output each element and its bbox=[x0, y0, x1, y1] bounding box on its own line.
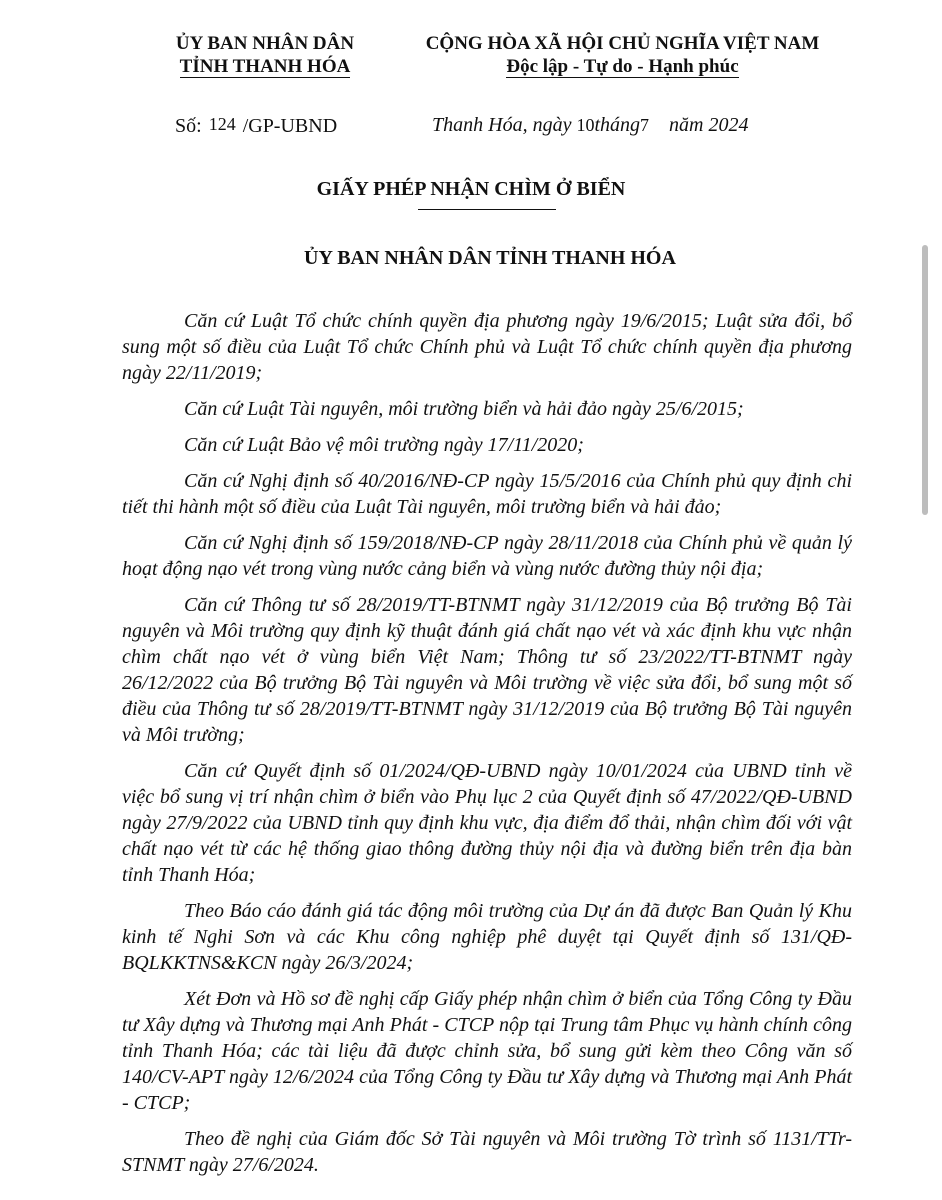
agency-header bbox=[150, 32, 380, 78]
legal-basis-paragraph: Căn cứ Luật Tổ chức chính quyền địa phương ngày 19/6/2015; Luật sửa đổi, bổ sung một số điều của Luật Tổ chức Chính phủ và Luật Tổ chức chính quyền địa phương ngày 22/11/2019; bbox=[122, 310, 852, 384]
date-place: Thanh Hóa, ngày bbox=[432, 114, 572, 136]
number-suffix: /GP-UBND bbox=[242, 115, 338, 137]
issuing-authority: ỦY BAN NHÂN DÂN TỈNH THANH HÓA bbox=[304, 247, 676, 269]
legal-basis-paragraph: Căn cứ Thông tư số 28/2019/TT-BTNMT ngày 31/12/2019 của Bộ trưởng Bộ Tài nguyên và Môi trường quy định kỹ thuật đánh giá chất nạo vét và xác định khu vực nhận chìm chất nạo vét ở vùng biển Việt Nam; Thông tư số 23/2022/TT-BTNMT ngày 26/12/2022 của Bộ trưởng Bộ Tài nguyên và Môi trường về việc sửa đổi, bổ sung một số điều của Thông tư số 28/2019/TT-BTNMT ngày 31/12/2019 của Bộ trưởng Bộ Tài nguyên và Môi trường; bbox=[122, 594, 852, 746]
legal-basis-paragraph: Căn cứ Luật Bảo vệ môi trường ngày 17/11/2020; bbox=[184, 434, 584, 456]
legal-basis-paragraph: Căn cứ Nghị định số 159/2018/NĐ-CP ngày 28/11/2018 của Chính phủ về quản lý hoạt động nạo vét trong vùng nước cảng biển và vùng nước đường thủy nội địa; bbox=[122, 532, 852, 580]
date-year: năm 2024 bbox=[669, 114, 749, 136]
province-name: TỈNH THANH HÓA bbox=[179, 56, 351, 77]
date-month-label: tháng bbox=[594, 114, 641, 136]
issue-date bbox=[432, 114, 748, 137]
title-divider bbox=[418, 209, 556, 210]
date-month: 7 bbox=[640, 115, 650, 135]
agency-name: ỦY BAN NHÂN DÂN bbox=[175, 33, 355, 54]
legal-basis-paragraph: Theo Báo cáo đánh giá tác động môi trường của Dự án đã được Ban Quản lý Khu kinh tế Nghi Sơn và các Khu công nghiệp phê duyệt tại Quyết định số 131/QĐ-BQLKKTNS&KCN ngày 26/3/2024; bbox=[122, 900, 852, 974]
legal-basis-paragraph: Theo đề nghị của Giám đốc Sở Tài nguyên và Môi trường Tờ trình số 1131/TTr-STNMT ngày 27/6/2024. bbox=[122, 1128, 852, 1176]
vertical-scrollbar[interactable] bbox=[922, 245, 928, 515]
legal-basis-paragraph: Căn cứ Nghị định số 40/2016/NĐ-CP ngày 15/5/2016 của Chính phủ quy định chi tiết thi hành một số điều của Luật Tài nguyên, môi trường biển và hải đảo; bbox=[122, 470, 852, 518]
national-title: CỘNG HÒA XÃ HỘI CHỦ NGHĨA VIỆT NAM bbox=[425, 33, 820, 54]
document-number bbox=[175, 114, 337, 138]
national-header bbox=[395, 32, 850, 78]
document-title: GIẤY PHÉP NHẬN CHÌM Ở BIỂN bbox=[316, 178, 626, 200]
legal-basis-paragraph: Xét Đơn và Hồ sơ đề nghị cấp Giấy phép nhận chìm ở biển của Tổng Công ty Đầu tư Xây dựng và Thương mại Anh Phát - CTCP nộp tại Trung tâm Phục vụ hành chính công tỉnh Thanh Hóa; các tài liệu đã được chỉnh sửa, bổ sung gửi kèm theo Công văn số 140/CV-APT ngày 12/6/2024 của Tổng Công ty Đầu tư Xây dựng và Thương mại Anh Phát - CTCP; bbox=[122, 988, 852, 1114]
date-day: 10 bbox=[576, 115, 595, 135]
number-value: 124 bbox=[208, 114, 236, 134]
national-motto: Độc lập - Tự do - Hạnh phúc bbox=[506, 56, 739, 77]
legal-basis-paragraph: Căn cứ Luật Tài nguyên, môi trường biển và hải đảo ngày 25/6/2015; bbox=[184, 398, 744, 420]
number-prefix: Số: bbox=[175, 115, 202, 137]
legal-basis-paragraph: Căn cứ Quyết định số 01/2024/QĐ-UBND ngày 10/01/2024 của UBND tỉnh về việc bổ sung vị trí nhận chìm ở biển vào Phụ lục 2 của Quyết định số 47/2022/QĐ-UBND ngày 27/9/2022 của UBND tỉnh quy định khu vực, địa điểm đổ thải, nhận chìm đối với vật chất nạo vét từ các hệ thống giao thông đường thủy nội địa và đường biển trên địa bàn tỉnh Thanh Hóa; bbox=[122, 760, 852, 886]
legal-basis bbox=[122, 308, 852, 1188]
